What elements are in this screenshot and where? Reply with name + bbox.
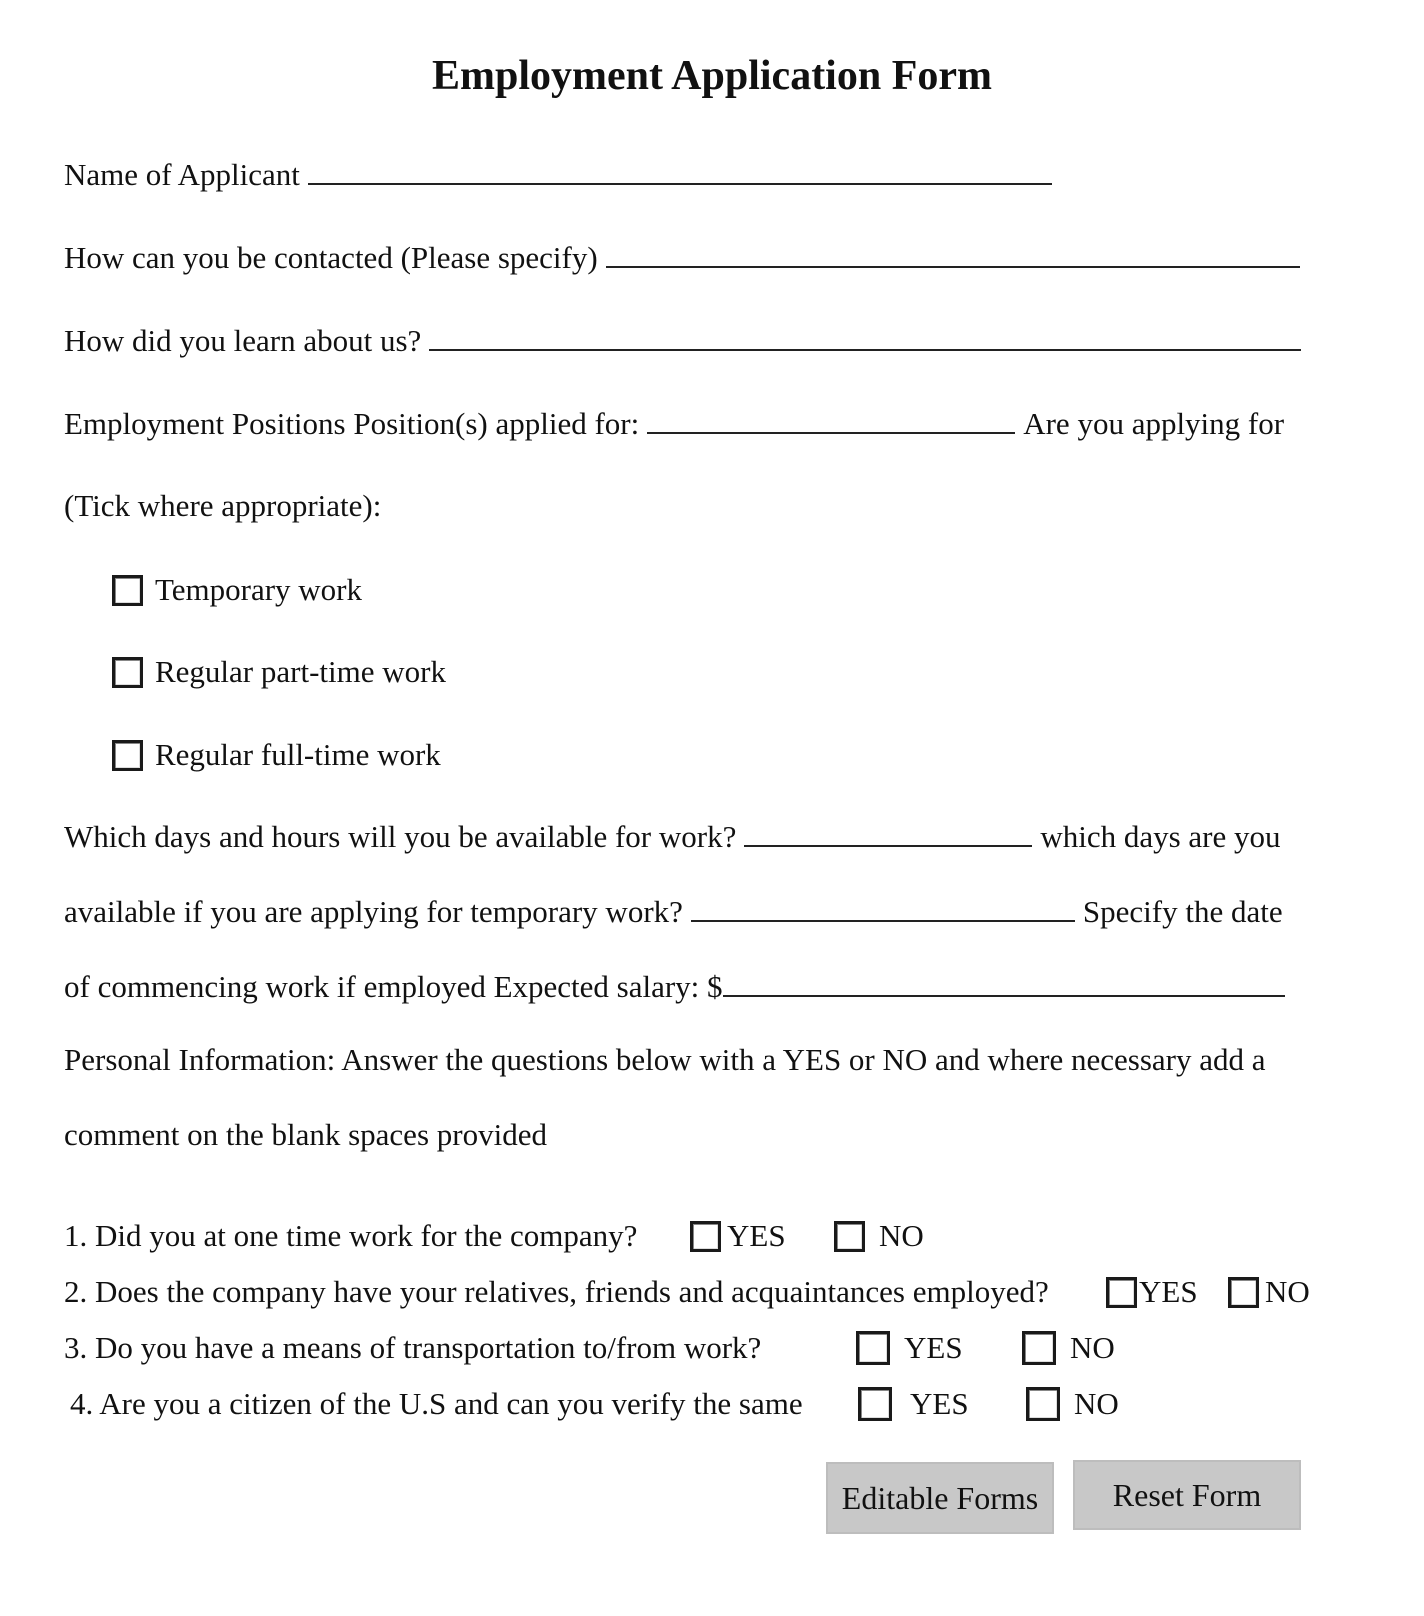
question-3-no-checkbox[interactable] [1022,1331,1056,1365]
question-3: 3. Do you have a means of transportation to/from work? [64,1330,762,1365]
positions-row [64,404,1364,444]
temporary-input[interactable] [691,894,1075,922]
days-hours-input[interactable] [744,819,1032,847]
question-2: 2. Does the company have your relatives, friends and acquaintances employed? [64,1274,1049,1309]
no-label: NO [1074,1386,1119,1421]
days-hours-row [64,817,1364,857]
no-label: NO [879,1218,924,1253]
learn-input[interactable] [429,323,1301,351]
question-2-no [1228,1272,1310,1312]
yes-label: YES [1139,1274,1198,1309]
positions-input[interactable] [647,406,1015,434]
work-type-label: Regular full-time work [155,737,441,772]
question-1: 1. Did you at one time work for the company? [64,1218,638,1253]
question-1-no-checkbox[interactable] [834,1221,865,1252]
work-type-part-time [112,652,446,692]
question-1-no [834,1216,924,1256]
personal-intro-2 [64,1115,1364,1155]
salary-input[interactable] [723,969,1285,997]
full-time-work-checkbox[interactable] [112,740,143,771]
learn-row [64,321,1364,361]
days-hours-label: Which days and hours will you be available for work? [64,819,737,854]
name-label: Name of Applicant [64,157,300,192]
work-type-full-time [112,735,441,775]
question-4: 4. Are you a citizen of the U.S and can you verify the same [70,1386,803,1421]
contact-label: How can you be contacted (Please specify) [64,240,598,275]
temporary-row [64,892,1364,932]
question-3-yes [856,1328,963,1368]
yes-label: YES [910,1386,969,1421]
contact-input[interactable] [606,240,1300,268]
question-1-yes-checkbox[interactable] [690,1221,721,1252]
personal-intro-1 [64,1040,1364,1080]
tick-row [64,486,1364,526]
positions-label: Employment Positions Position(s) applied for: [64,406,640,441]
name-input[interactable] [308,157,1052,185]
question-4-no [1026,1384,1119,1424]
temporary-label: available if you are applying for temporary work? [64,894,683,929]
no-label: NO [1265,1274,1310,1309]
work-type-label: Regular part-time work [155,654,446,689]
question-4-yes [858,1384,969,1424]
tick-label: (Tick where appropriate): [64,488,382,523]
question-2-yes-checkbox[interactable] [1106,1277,1137,1308]
question-3-yes-checkbox[interactable] [856,1331,890,1365]
which-days-label: which days are you [1040,819,1281,854]
salary-row [64,967,1364,1007]
question-2-yes [1106,1272,1198,1312]
learn-label: How did you learn about us? [64,323,422,358]
personal-intro-text: Personal Information: Answer the questions below with a YES or NO and where necessary add a [64,1042,1266,1077]
editable-forms-button[interactable]: Editable Forms [826,1462,1054,1534]
contact-row [64,238,1364,278]
question-1-yes [690,1216,786,1256]
name-row [64,155,1364,195]
temporary-work-checkbox[interactable] [112,575,143,606]
question-4-no-checkbox[interactable] [1026,1387,1060,1421]
personal-intro-text: comment on the blank spaces provided [64,1117,547,1152]
work-type-temporary [112,570,362,610]
reset-form-button[interactable]: Reset Form [1073,1460,1301,1530]
yes-label: YES [904,1330,963,1365]
question-4-yes-checkbox[interactable] [858,1387,892,1421]
part-time-work-checkbox[interactable] [112,657,143,688]
specify-date-label: Specify the date [1082,894,1283,929]
yes-label: YES [727,1218,786,1253]
question-3-no [1022,1328,1115,1368]
applying-for-label: Are you applying for [1023,406,1285,441]
question-2-no-checkbox[interactable] [1228,1277,1259,1308]
work-type-label: Temporary work [155,572,363,607]
no-label: NO [1070,1330,1115,1365]
commencing-label: of commencing work if employed Expected salary: $ [64,969,723,1004]
page-title: Employment Application Form [431,53,992,99]
